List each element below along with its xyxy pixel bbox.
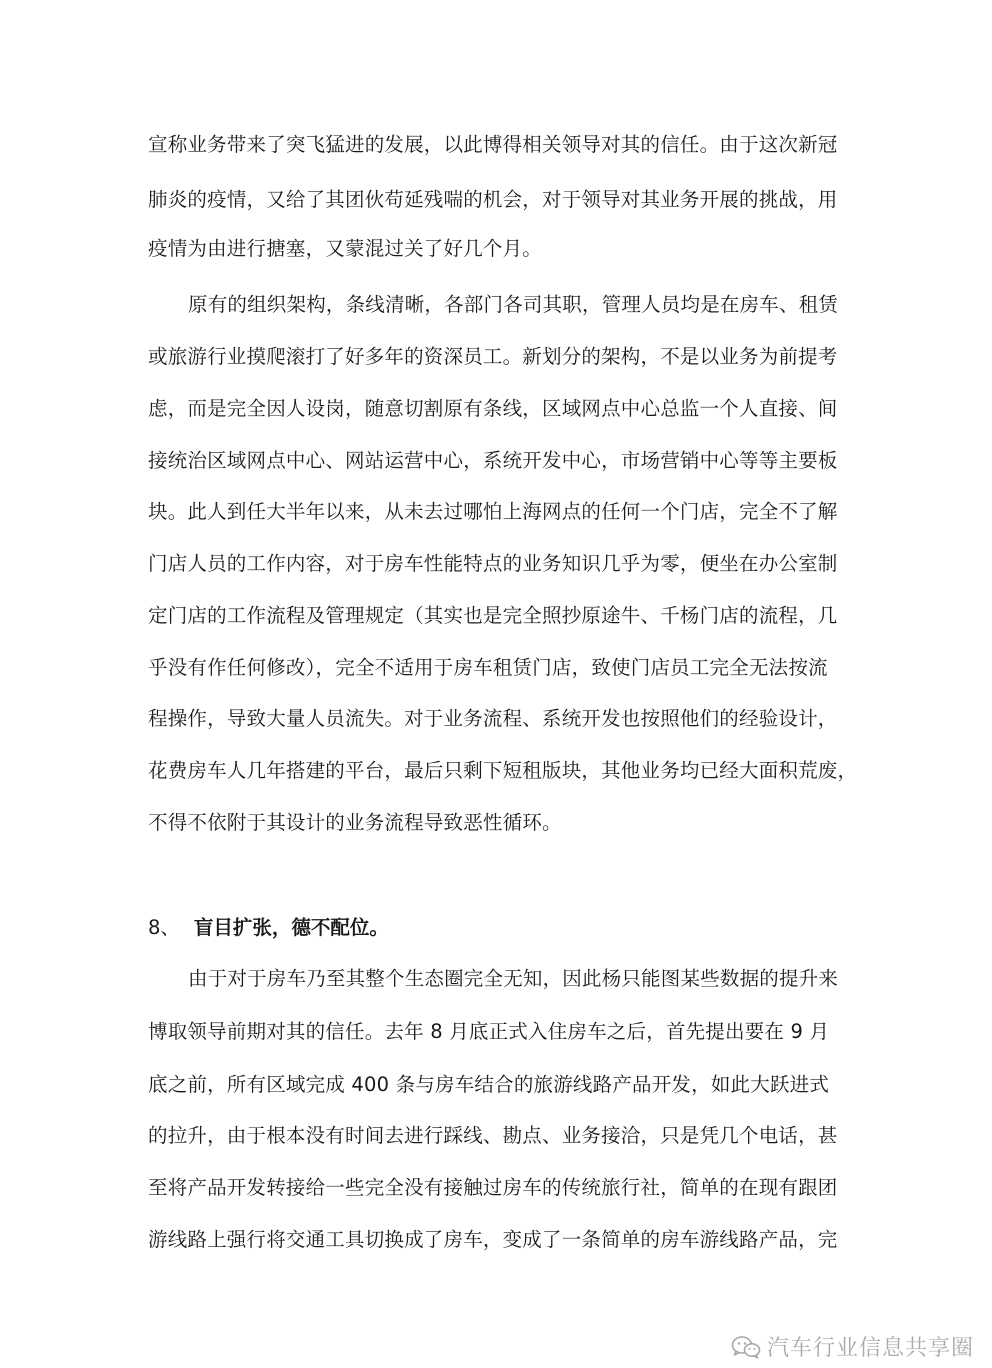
paragraph-2-line-2: 或旅游行业摸爬滚打了好多年的资深员工。新划分的架构，不是以业务为前提考 (148, 345, 838, 368)
paragraph-2-line-11: 不得不依附于其设计的业务流程导致恶性循环。 (148, 811, 562, 834)
wechat-logo-icon (731, 1335, 761, 1359)
paragraph-2-line-5: 块。此人到任大半年以来，从未去过哪怕上海网点的任何一个门店，完全不了解 (148, 500, 838, 523)
paragraph-2-line-6: 门店人员的工作内容，对于房车性能特点的业务知识几乎为零，便坐在办公室制 (148, 552, 838, 575)
paragraph-2-line-4: 接统治区域网点中心、网站运营中心，系统开发中心，市场营销中心等等主要板 (148, 449, 838, 472)
paragraph-3-line-2: 博取领导前期对其的信任。去年 8 月底正式入住房车之后，首先提出要在 9 月 (148, 1020, 830, 1043)
paragraph-3-line-4: 的拉升，由于根本没有时间去进行踩线、勘点、业务接洽，只是凭几个电话，甚 (148, 1124, 838, 1147)
paragraph-1-line-1: 宣称业务带来了突飞猛进的发展，以此博得相关领导对其的信任。由于这次新冠 (148, 133, 838, 156)
paragraph-2-line-8: 乎没有作任何修改），完全不适用于房车租赁门店，致使门店员工完全无法按流 (148, 656, 828, 679)
paragraph-3-line-3: 底之前，所有区域完成 400 条与房车结合的旅游线路产品开发，如此大跃进式 (148, 1073, 830, 1096)
section-heading (148, 914, 389, 942)
paragraph-1-line-3: 疫情为由进行搪塞，又蒙混过关了好几个月。 (148, 237, 543, 260)
paragraph-1-line-2: 肺炎的疫情，又给了其团伙苟延残喘的机会，对于领导对其业务开展的挑战，用 (148, 188, 838, 211)
paragraph-3-line-5: 至将产品开发转接给一些完全没有接触过房车的传统旅行社，简单的在现有跟团 (148, 1176, 838, 1199)
paragraph-3-line-1: 由于对于房车乃至其整个生态圈完全无知，因此杨只能图某些数据的提升来 (188, 967, 839, 990)
paragraph-2-line-3: 虑，而是完全因人设岗，随意切割原有条线，区域网点中心总监一个人直接、间 (148, 397, 838, 420)
paragraph-2-line-9: 程操作，导致大量人员流失。对于业务流程、系统开发也按照他们的经验设计， (148, 707, 838, 730)
paragraph-2-line-7: 定门店的工作流程及管理规定（其实也是完全照抄原途牛、千杨门店的流程，几 (148, 604, 838, 627)
paragraph-3-line-6: 游线路上强行将交通工具切换成了房车，变成了一条简单的房车游线路产品，完 (148, 1228, 838, 1251)
paragraph-2-line-1: 原有的组织架构，条线清晰，各部门各司其职，管理人员均是在房车、租赁 (188, 293, 839, 316)
section-number: 8、 (148, 916, 180, 939)
watermark-text: 汽车行业信息共享圈 (766, 1336, 974, 1361)
section-title: 盲目扩张，德不配位。 (193, 916, 389, 939)
paragraph-2-line-10: 花费房车人几年搭建的平台，最后只剩下短租版块，其他业务均已经大面积荒废， (148, 759, 858, 782)
watermark (731, 1331, 974, 1362)
